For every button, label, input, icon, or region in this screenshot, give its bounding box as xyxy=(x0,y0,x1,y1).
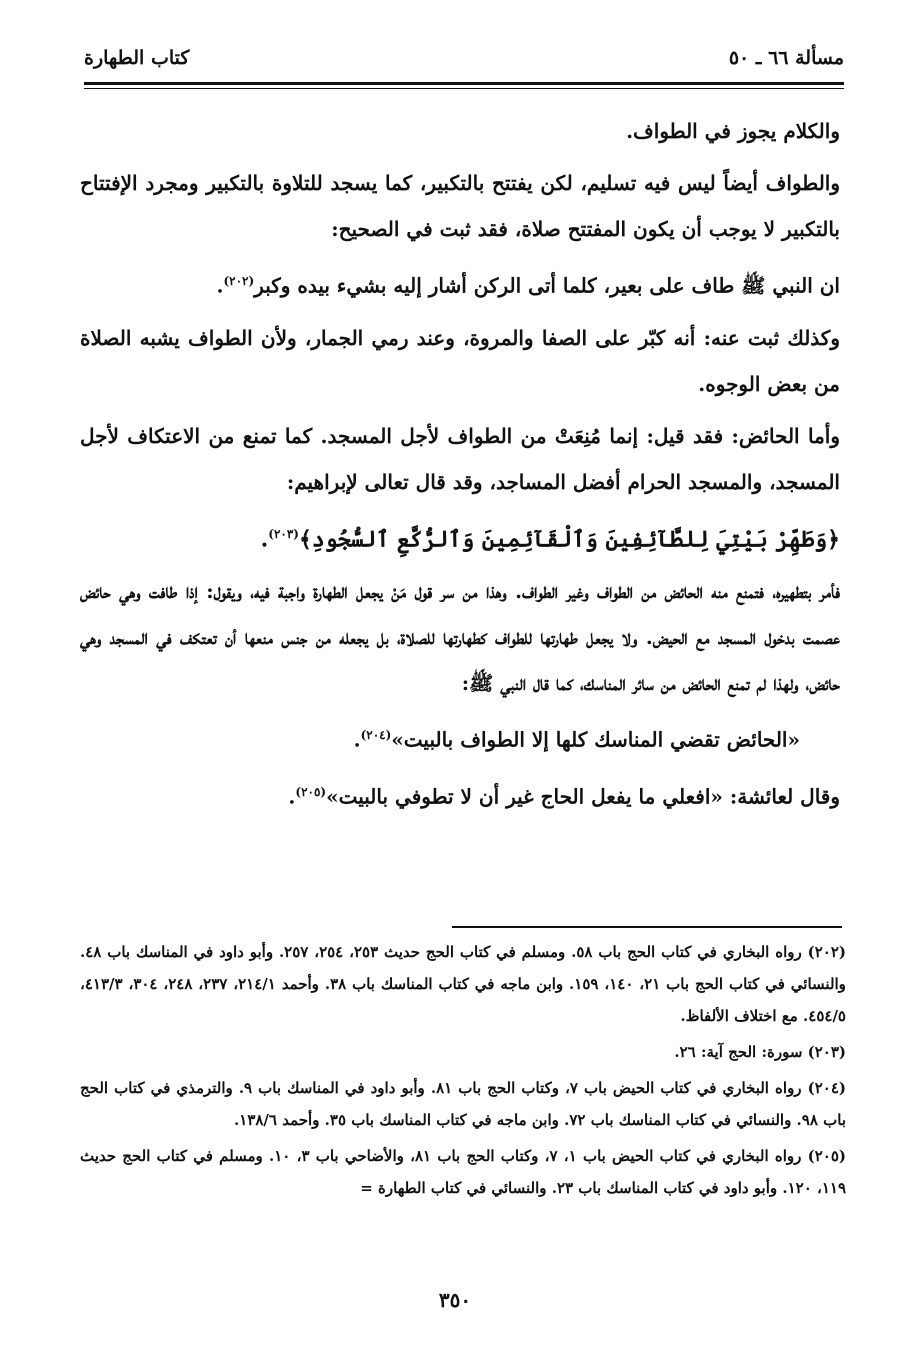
quote-text: «الحائض تقضي المناسك كلها إلا الطواف بالبيت» xyxy=(391,727,800,752)
page-number: ٣٥٠ xyxy=(438,1288,472,1312)
hadith-text: ان النبي ﷺ طاف على بعير، كلما أتى الركن أشار إليه بشيء بيده وكبر xyxy=(254,273,840,298)
book-title: كتاب الطهارة xyxy=(84,47,190,69)
paragraph: والكلام يجوز في الطواف. xyxy=(626,119,840,143)
paragraph: والطواف أيضاً ليس فيه تسليم، لكن يفتتح بالتكبير، كما يسجد للتلاوة بالتكبير ومجرد الإفتتاح بالتكبير لا يوجب أن يكون المفتتح صلاة، فقد ثبت في الصحيح: xyxy=(80,171,840,241)
paragraph xyxy=(80,258,840,309)
footnote-marker: (٢٠٢) xyxy=(223,274,255,288)
footnote-202: (٢٠٢) رواه البخاري في كتاب الحج باب ٥٨. ومسلم في كتاب الحج حديث ٢٥٣، ٢٥٤، ٢٥٧. وأبو داود في المناسك باب ٤٨. والنسائي في كتاب الحج باب ٢١، ١٤٠، ١٥٩. وابن ماجه في كتاب المناسك باب ٣٨. وأحمد ٢١٤/١، ٢٣٧، ٢٤٨، ٣٠٤، ٤١٣/٣، ٤٥٤/٥. مع اختلاف الألفاظ. xyxy=(80,943,846,1025)
issue-label: مسألة ٦٦ ـ ٥٠ xyxy=(728,47,844,69)
header-rule-thin xyxy=(84,88,844,89)
paragraph: فأمر بتطهيره، فتمنع منه الحائض من الطواف وغير الطواف. وهذا من سر قول مَنْ يجعل الطهارة واجبة فيه، ويقول: إذا طافت وهي حائض عصمت بدخول المسجد مع الحيض. ولا يجعل طهارتها للطواف كطهارتها للصلاة، بل يجعله من جنس منعها أن تعتكف في المسجد وهي حائض، ولهذا لم تمنع الحائض من سائر المناسك، كما قال النبي ﷺ: xyxy=(80,578,840,695)
main-text xyxy=(80,108,840,825)
paragraph: وأما الحائض: فقد قيل: إنما مُنِعَتْ من الطواف لأجل المسجد. كما تمنع من الاعتكاف لأجل المسجد، والمسجد الحرام أفضل المساجد، وقد قال تعالى لإبراهيم: xyxy=(80,423,840,494)
footnote-separator xyxy=(452,926,842,928)
footnote-205: (٢٠٥) رواه البخاري في كتاب الحيض باب ١، ٧، وكتاب الحج باب ٨١، والأضاحي باب ٣، ١٠. ومسلم في كتاب الحج حديث ١١٩، ١٢٠. وأبو داود في كتاب المناسك باب ٢٣. والنسائي في كتاب الطهارة = xyxy=(80,1147,846,1197)
paragraph: وكذلك ثبت عنه: أنه كبّر على الصفا والمروة، وعند رمي الجمار، ولأن الطواف يشبه الصلاة من بعض الوجوه. xyxy=(80,325,840,396)
footnotes xyxy=(80,936,846,1208)
header-rule-thick xyxy=(84,82,844,85)
footnote-marker: (٢٠٣) xyxy=(268,526,299,541)
quote-text: وقال لعائشة: «افعلي ما يفعل الحاج غير أن لا تطوفي بالبيت» xyxy=(326,784,840,809)
sentence-end: . xyxy=(216,273,224,298)
hadith-quote xyxy=(80,769,840,820)
footnote-marker: (٢٠٥) xyxy=(295,784,327,799)
quran-verse xyxy=(80,511,840,562)
verse-text: ﴿وَطَهِّرْ بَيْتِيَ لِلطَّآئِفِينَ وَٱلْقَآئِمِينَ وَٱلرُّكَّعِ ٱلسُّجُودِ﴾ xyxy=(298,525,840,552)
footnote-marker: (٢٠٤) xyxy=(360,727,392,742)
hadith-quote xyxy=(80,712,840,763)
footnote-203: (٢٠٣) سورة: الحج آية: ٢٦. xyxy=(674,1043,846,1061)
sentence-end: . xyxy=(260,525,269,552)
sentence-end: . xyxy=(353,727,361,752)
running-header xyxy=(84,38,844,78)
footnote-204: (٢٠٤) رواه البخاري في كتاب الحيض باب ٧، وكتاب الحج باب ٨١. وأبو داود في المناسك باب ٩. والترمذي في كتاب الحج باب ٩٨. والنسائي في كتاب المناسك باب ٧٢. وابن ماجه في كتاب المناسك باب ٣٥. وأحمد ١٣٨/٦. xyxy=(80,1079,846,1129)
sentence-end: . xyxy=(288,784,296,809)
